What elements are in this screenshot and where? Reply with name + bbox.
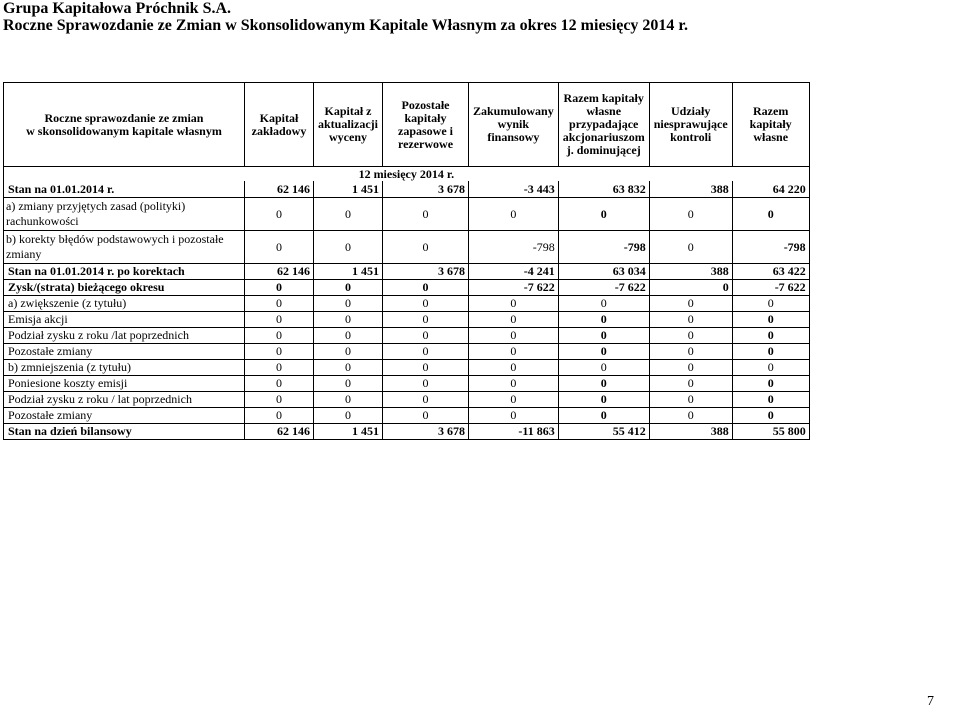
table-cell: 0: [245, 279, 314, 295]
corner-line-2: w skonsolidowanym kapitale własnym: [26, 123, 222, 138]
row-label: Zysk/(strata) bieżącego okresu: [4, 279, 245, 295]
table-cell: 62 146: [245, 263, 314, 279]
table-cell: 0: [649, 279, 732, 295]
table-cell: 0: [245, 407, 314, 423]
table-cell: -7 622: [732, 279, 809, 295]
table-cell: 0: [649, 359, 732, 375]
table-cell: 0: [732, 391, 809, 407]
table-cell: 0: [245, 375, 314, 391]
table-cell: 388: [649, 423, 732, 439]
table-cell: 0: [649, 375, 732, 391]
table-cell: 62 146: [245, 423, 314, 439]
table-cell: 0: [245, 391, 314, 407]
table-row: [4, 343, 810, 359]
table-row: [4, 181, 810, 197]
page-number: 7: [927, 694, 934, 709]
table-cell: 0: [469, 311, 559, 327]
table-cell: 1 451: [314, 423, 383, 439]
table-cell: 0: [469, 327, 559, 343]
table-cell: 0: [314, 311, 383, 327]
table-cell: 0: [245, 197, 314, 230]
table-row: [4, 359, 810, 375]
table-row: [4, 263, 810, 279]
corner-line-1: Roczne sprawozdanie ze zmian: [44, 110, 204, 125]
table-row: [4, 295, 810, 311]
table-cell: 0: [245, 311, 314, 327]
table-cell: 0: [558, 197, 649, 230]
table-cell: 0: [469, 391, 559, 407]
report-title: Roczne Sprawozdanie ze Zmian w Skonsolidowanym Kapitale Własnym za okres 12 miesięcy 2014 r.: [3, 17, 689, 34]
table-cell: 0: [383, 197, 469, 230]
table-row: [4, 375, 810, 391]
table-cell: 0: [558, 327, 649, 343]
report-company-title: Grupa Kapitałowa Próchnik S.A.: [3, 0, 232, 17]
table-cell: 0: [469, 407, 559, 423]
table-cell: 63 034: [558, 263, 649, 279]
table-cell: 0: [649, 327, 732, 343]
table-cell: -11 863: [469, 423, 559, 439]
table-cell: -798: [558, 230, 649, 263]
table-cell: 0: [314, 230, 383, 263]
table-cell: 0: [383, 279, 469, 295]
row-label: Podział zysku z roku /lat poprzednich: [4, 327, 245, 343]
row-label: Stan na 01.01.2014 r.: [4, 181, 245, 197]
table-cell: 63 832: [558, 181, 649, 197]
table-cell: 0: [649, 343, 732, 359]
table-cell: 0: [469, 375, 559, 391]
table-cell: 3 678: [383, 423, 469, 439]
table-cell: 0: [558, 343, 649, 359]
table-cell: 55 412: [558, 423, 649, 439]
table-cell: 0: [314, 407, 383, 423]
table-cell: 0: [383, 359, 469, 375]
table-cell: 0: [649, 295, 732, 311]
table-row: [4, 230, 810, 263]
table-cell: 0: [383, 230, 469, 263]
table-cell: -7 622: [469, 279, 559, 295]
table-cell: 0: [732, 407, 809, 423]
table-row: [4, 423, 810, 439]
row-label: Podział zysku z roku / lat poprzednich: [4, 391, 245, 407]
row-label: b) korekty błędów podstawowych i pozostałe zmiany: [4, 230, 245, 263]
table-cell: 0: [732, 359, 809, 375]
table-cell: 0: [558, 407, 649, 423]
table-cell: 0: [383, 311, 469, 327]
col-header-other-reserves: Pozostałe kapitały zapasowe i rezerwowe: [383, 83, 469, 167]
table-cell: 0: [558, 295, 649, 311]
row-label: Poniesione koszty emisji: [4, 375, 245, 391]
table-cell: 0: [469, 295, 559, 311]
table-row: [4, 327, 810, 343]
col-header-accumulated-result: Zakumulowany wynik finansowy: [469, 83, 559, 167]
table-cell: 0: [469, 197, 559, 230]
table-cell: 1 451: [314, 263, 383, 279]
table-row: [4, 391, 810, 407]
row-label: Emisja akcji: [4, 311, 245, 327]
table-cell: 0: [383, 327, 469, 343]
table-cell: 3 678: [383, 181, 469, 197]
equity-changes-table: [3, 82, 810, 440]
table-cell: 388: [649, 181, 732, 197]
table-cell: 0: [314, 375, 383, 391]
col-header-revaluation-capital: Kapitał z aktualizacji wyceny: [314, 83, 383, 167]
table-cell: 0: [732, 311, 809, 327]
row-label: a) zmiany przyjętych zasad (polityki) rachunkowości: [4, 197, 245, 230]
table-cell: 0: [383, 407, 469, 423]
table-row: [4, 407, 810, 423]
table-cell: -4 241: [469, 263, 559, 279]
row-label: b) zmniejszenia (z tytułu): [4, 359, 245, 375]
table-cell: 0: [383, 391, 469, 407]
table-cell: 0: [732, 343, 809, 359]
table-cell: 0: [732, 295, 809, 311]
table-cell: 0: [245, 343, 314, 359]
table-header-row: [4, 83, 810, 167]
table-cell: 0: [314, 197, 383, 230]
table-cell: 3 678: [383, 263, 469, 279]
period-row: [4, 167, 810, 182]
row-label: Stan na 01.01.2014 r. po korektach: [4, 263, 245, 279]
table-cell: -3 443: [469, 181, 559, 197]
table-cell: 0: [649, 311, 732, 327]
table-cell: 0: [245, 230, 314, 263]
table-row: [4, 197, 810, 230]
table-cell: 0: [245, 295, 314, 311]
col-header-non-controlling: Udziały niesprawujące kontroli: [649, 83, 732, 167]
table-cell: 0: [649, 407, 732, 423]
table-cell: 62 146: [245, 181, 314, 197]
table-cell: 0: [314, 327, 383, 343]
table-cell: 55 800: [732, 423, 809, 439]
col-header-share-capital: Kapitał zakładowy: [245, 83, 314, 167]
table-row: [4, 279, 810, 295]
table-cell: 0: [732, 197, 809, 230]
table-row: [4, 311, 810, 327]
table-cell: -798: [469, 230, 559, 263]
table-cell: 1 451: [314, 181, 383, 197]
table-cell: 0: [383, 295, 469, 311]
table-cell: 0: [245, 327, 314, 343]
table-cell: 0: [649, 197, 732, 230]
row-label: Pozostałe zmiany: [4, 343, 245, 359]
row-label: Pozostałe zmiany: [4, 407, 245, 423]
table-cell: 0: [314, 391, 383, 407]
table-cell: 388: [649, 263, 732, 279]
table-cell: -7 622: [558, 279, 649, 295]
table-cell: 0: [314, 295, 383, 311]
table-cell: 0: [558, 359, 649, 375]
table-cell: 0: [383, 375, 469, 391]
table-cell: 0: [649, 391, 732, 407]
row-label: Stan na dzień bilansowy: [4, 423, 245, 439]
table-cell: 64 220: [732, 181, 809, 197]
col-header-equity-parent: Razem kapitały własne przypadające akcjonariuszom j. dominującej: [558, 83, 649, 167]
table-cell: 0: [245, 359, 314, 375]
table-cell: 0: [314, 279, 383, 295]
table-cell: 0: [469, 359, 559, 375]
table-cell: 0: [314, 359, 383, 375]
table-cell: 0: [649, 230, 732, 263]
table-cell: 0: [314, 343, 383, 359]
table-corner-header: [4, 83, 245, 167]
row-label: a) zwiększenie (z tytułu): [4, 295, 245, 311]
table-cell: 0: [469, 343, 559, 359]
table-cell: 0: [558, 391, 649, 407]
col-header-total-equity: Razem kapitały własne: [732, 83, 809, 167]
table-cell: 0: [558, 375, 649, 391]
period-label: 12 miesięcy 2014 r.: [4, 167, 810, 182]
table-cell: 0: [732, 375, 809, 391]
table-cell: 0: [558, 311, 649, 327]
table-cell: 0: [732, 327, 809, 343]
table-cell: 0: [383, 343, 469, 359]
table-cell: 63 422: [732, 263, 809, 279]
table-cell: -798: [732, 230, 809, 263]
